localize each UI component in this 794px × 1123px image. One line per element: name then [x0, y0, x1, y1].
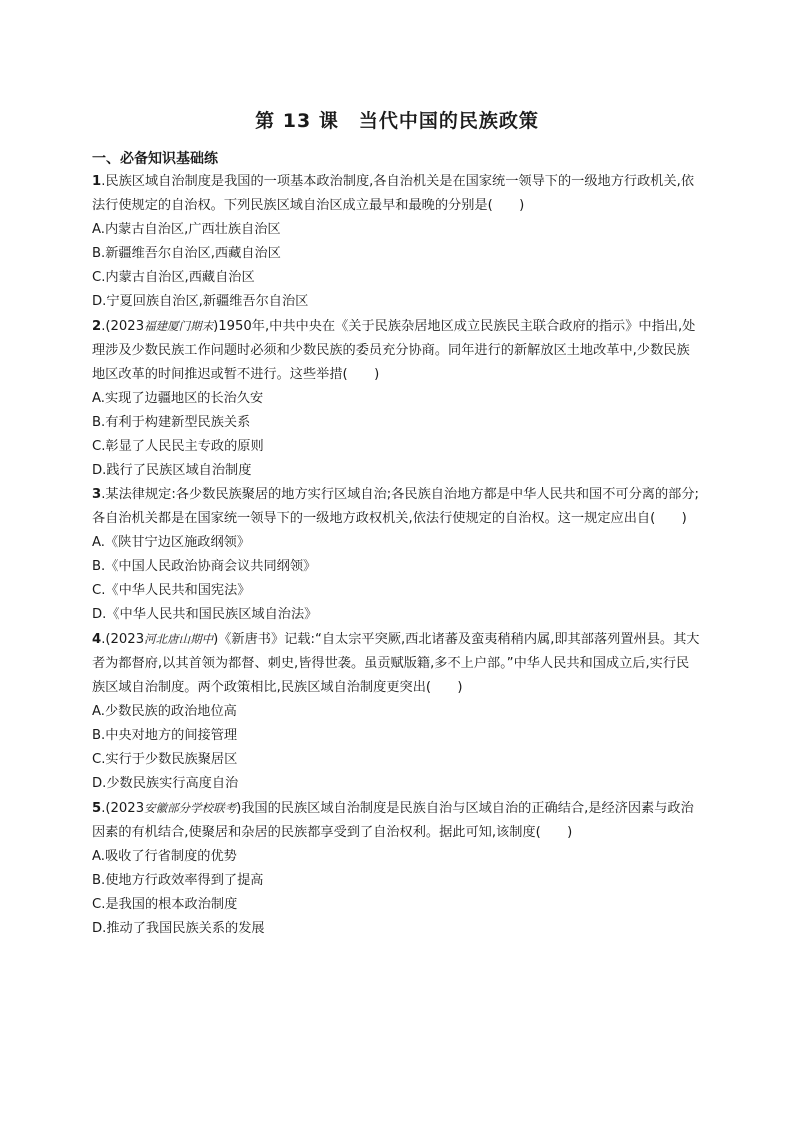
question-2 [92, 314, 702, 483]
question-year: .(2023 [101, 319, 145, 334]
option-b: B.《中国人民政治协商会议共同纲领》 [92, 559, 317, 574]
question-stem [92, 314, 702, 387]
question-text: .民族区域自治制度是我国的一项基本政治制度,各自治机关是在国家统一领导下的一级地方行政机关,依法行使规定的自治权。下列民族区域自治区成立最早和最晚的分别是( ) [92, 174, 695, 213]
question-text: )《新唐书》记载:“自太宗平突厥,西北诸蕃及蛮夷稍稍内属,即其部落列置州县。其大者为都督府,以其首领为都督、刺史,皆得世袭。虽贡赋版籍,多不上户部。”中华人民共和国成立后,实行民族区域自治制度。两个政策相比,民族区域自治制度更突出( ) [92, 632, 700, 695]
option-a: A.《陕甘宁边区施政纲领》 [92, 535, 251, 550]
option-a: A.实现了边疆地区的长治久安 [92, 391, 264, 406]
question-text: )1950年,中共中央在《关于民族杂居地区成立民族民主联合政府的指示》中指出,处理涉及少数民族工作问题时必须和少数民族的委员充分协商。同年进行的新解放区土地改革中,少数民族地区改革的时间推迟或暂不进行。这些举措( ) [92, 319, 696, 382]
lesson-title: 第 13 课 当代中国的民族政策 [255, 110, 539, 132]
question-number: 5 [92, 801, 102, 816]
option-b: B.使地方行政效率得到了提高 [92, 873, 264, 888]
question-5 [92, 796, 702, 941]
option-b: B.有利于构建新型民族关系 [92, 415, 251, 430]
question-stem [92, 796, 702, 845]
question-number: 4 [92, 632, 102, 647]
question-number: 2 [92, 319, 102, 334]
option-b: B.新疆维吾尔自治区,西藏自治区 [92, 246, 281, 261]
question-stem [92, 483, 702, 531]
question-source: 河北唐山期中 [144, 632, 214, 646]
question-number: 1 [92, 174, 102, 189]
question-stem [92, 170, 702, 218]
option-c: C.是我国的根本政治制度 [92, 897, 238, 912]
question-4 [92, 627, 702, 796]
option-a: A.少数民族的政治地位高 [92, 704, 237, 719]
question-source: 福建厦门期末 [144, 319, 214, 333]
question-year: .(2023 [101, 801, 145, 816]
question-text: )我国的民族区域自治制度是民族自治与区域自治的正确结合,是经济因素与政治因素的有机结合,使聚居和杂居的民族都享受到了自治权利。据此可知,该制度( ) [92, 801, 694, 840]
question-3 [92, 483, 702, 627]
option-c: C.《中华人民共和国宪法》 [92, 583, 251, 598]
option-a: A.内蒙古自治区,广西壮族自治区 [92, 222, 281, 237]
option-b: B.中央对地方的间接管理 [92, 728, 238, 743]
option-d: D.《中华人民共和国民族区域自治法》 [92, 607, 318, 622]
question-year: .(2023 [101, 632, 145, 647]
question-1 [92, 170, 702, 314]
option-d: D.少数民族实行高度自治 [92, 776, 239, 791]
option-d: D.践行了民族区域自治制度 [92, 463, 252, 478]
option-c: C.内蒙古自治区,西藏自治区 [92, 270, 255, 285]
option-a: A.吸收了行省制度的优势 [92, 849, 237, 864]
question-text: .某法律规定:各少数民族聚居的地方实行区域自治;各民族自治地方都是中华人民共和国不可分离的部分;各自治机关都是在国家统一领导下的一级地方政权机关,依法行使规定的自治权。这一规定应出自( ) [92, 487, 699, 526]
question-stem [92, 627, 702, 700]
option-d: D.推动了我国民族关系的发展 [92, 921, 265, 936]
section-heading: 一、必备知识基础练 [92, 151, 218, 167]
question-source: 安徽部分学校联考 [144, 801, 237, 815]
option-c: C.实行于少数民族聚居区 [92, 752, 238, 767]
question-list [92, 170, 702, 941]
option-c: C.彰显了人民民主专政的原则 [92, 439, 264, 454]
option-d: D.宁夏回族自治区,新疆维吾尔自治区 [92, 294, 309, 309]
question-number: 3 [92, 487, 102, 502]
